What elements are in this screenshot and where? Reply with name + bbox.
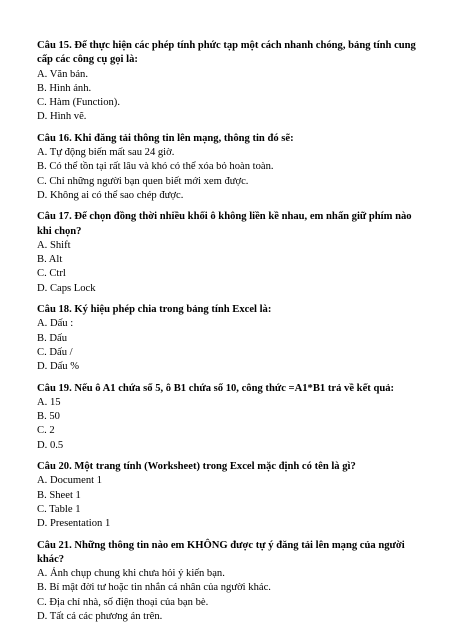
question-title: Câu 17. Để chọn đồng thời nhiều khối ô không liền kề nhau, em nhấn giữ phím nào khi chọn? [37, 211, 412, 237]
option-b: B. Bí mật đời tư hoặc tin nhắn cá nhân của người khác. [37, 582, 271, 594]
question-17 [37, 210, 427, 296]
question-21 [37, 539, 427, 625]
option-c: C. Ctrl [37, 268, 66, 280]
option-a: A. Tự động biến mất sau 24 giờ. [37, 147, 175, 159]
question-title: Câu 15. Để thực hiện các phép tính phức tạp một cách nhanh chóng, bảng tính cung cấp các công cụ gọi là: [37, 40, 416, 66]
option-a: A. Dấu : [37, 318, 74, 330]
option-a: A. Ảnh chụp chung khi chưa hỏi ý kiến bạn. [37, 568, 225, 580]
question-title: Câu 19. Nếu ô A1 chứa số 5, ô B1 chứa số 10, công thức =A1*B1 trả về kết quả: [37, 382, 395, 394]
option-d: D. Caps Lock [37, 282, 96, 294]
question-16 [37, 132, 427, 203]
option-b: B. Có thể tồn tại rất lâu và khó có thể xóa bỏ hoàn toàn. [37, 161, 274, 173]
option-b: B. Dấu [37, 332, 68, 344]
option-b: B. Sheet 1 [37, 489, 81, 501]
option-d: D. Presentation 1 [37, 518, 111, 530]
option-d: D. Tất cả các phương án trên. [37, 610, 163, 622]
option-c: C. Chỉ những người bạn quen biết mới xem được. [37, 175, 249, 187]
option-a: A. Document 1 [37, 475, 103, 487]
option-c: C. Địa chỉ nhà, số điện thoại của bạn bè. [37, 596, 209, 608]
option-a: A. Shift [37, 239, 71, 251]
option-b: B. Alt [37, 254, 63, 266]
question-title: Câu 18. Ký hiệu phép chia trong bảng tính Excel là: [37, 304, 272, 316]
option-d: D. Không ai có thể sao chép được. [37, 189, 184, 201]
question-20 [37, 460, 427, 531]
question-18 [37, 303, 427, 374]
question-19 [37, 382, 427, 453]
option-c: C. Hàm (Function). [37, 97, 120, 109]
question-title: Câu 16. Khi đăng tải thông tin lên mạng, thông tin đó sẽ: [37, 132, 294, 144]
document-page [37, 39, 427, 631]
option-b: B. 50 [37, 411, 60, 423]
option-d: D. 0.5 [37, 439, 64, 451]
option-c: C. Dấu / [37, 346, 73, 358]
option-a: A. 15 [37, 396, 61, 408]
option-a: A. Văn bản. [37, 68, 88, 80]
question-title: Câu 20. Một trang tính (Worksheet) trong Excel mặc định có tên là gì? [37, 461, 356, 473]
option-d: D. Dấu % [37, 361, 80, 373]
option-c: C. 2 [37, 425, 55, 437]
option-d: D. Hình vẽ. [37, 111, 87, 123]
question-title: Câu 21. Những thông tin nào em KHÔNG được tự ý đăng tải lên mạng của người khác? [37, 539, 405, 565]
option-c: C. Table 1 [37, 503, 81, 515]
question-15 [37, 39, 427, 125]
option-b: B. Hình ảnh. [37, 82, 92, 94]
